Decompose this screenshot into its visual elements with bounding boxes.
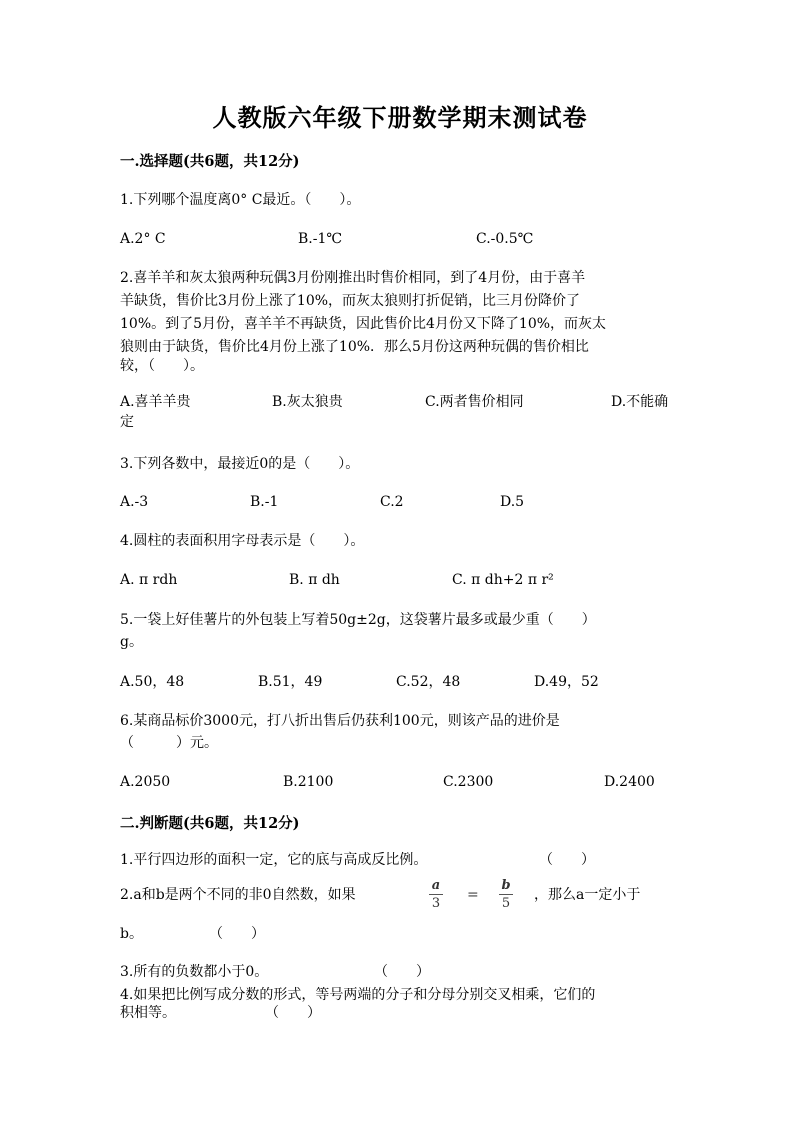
- question-3-option-a: A.-3: [120, 494, 149, 510]
- fraction-denominator: 5: [501, 896, 511, 911]
- question-5-option-b: B.51，49: [258, 674, 323, 690]
- judge-1-answer-paren: （ ）: [539, 852, 595, 868]
- question-5-line-2: g。: [120, 634, 143, 650]
- judge-2-text-before: 2.a和b是两个不同的非0自然数，如果: [120, 887, 356, 903]
- question-1-option-b: B.-1℃: [298, 231, 343, 247]
- equals-sign: =: [467, 887, 479, 903]
- question-6-line-1: 6.某商品标价3000元，打八折出售后仍获利100元，则该产品的进价是: [120, 713, 560, 729]
- fraction-denominator: 3: [431, 896, 441, 911]
- question-3-stem: 3.下列各数中，最接近0的是（ ）。: [120, 456, 360, 472]
- fraction-bar: [499, 894, 513, 895]
- question-1-option-c: C.-0.5℃: [476, 231, 534, 247]
- section-heading-true-false: 二.判断题(共6题，共12分): [120, 815, 300, 832]
- question-1-stem: 1.下列哪个温度离0° C最近。（ ）。: [120, 192, 361, 208]
- question-6-option-d: D.2400: [604, 774, 655, 790]
- fraction-a-over-3: [429, 878, 443, 911]
- fraction-numerator: a: [431, 878, 441, 893]
- fraction-bar: [429, 894, 443, 895]
- question-6-option-b: B.2100: [283, 774, 334, 790]
- judge-2-text-after: ，那么a一定小于: [534, 887, 641, 903]
- question-5-option-c: C.52，48: [396, 674, 461, 690]
- judge-4-answer-paren: （ ）: [265, 1005, 321, 1021]
- question-2-option-c: C.两者售价相同: [425, 394, 524, 410]
- question-3-option-d: D.5: [500, 494, 525, 510]
- question-5-option-a: A.50，48: [120, 674, 185, 690]
- question-5-option-d: D.49，52: [534, 674, 599, 690]
- judge-2-line-2: b。: [120, 926, 143, 942]
- question-2-option-d-wrap: 定: [120, 414, 134, 430]
- question-3-option-b: B.-1: [250, 494, 279, 510]
- question-2-option-b: B.灰太狼贵: [272, 394, 343, 410]
- section-heading-choice: 一.选择题(共6题，共12分): [120, 153, 300, 170]
- question-2-line-4: 狼则由于缺货，售价比4月份上涨了10%．那么5月份这两种玩偶的售价相比: [120, 339, 589, 355]
- question-2-line-1: 2.喜羊羊和灰太狼两种玩偶3月份刚推出时售价相同，到了4月份，由于喜羊: [120, 270, 586, 286]
- question-3-option-c: C.2: [380, 494, 404, 510]
- question-2-option-d: D.不能确: [611, 394, 669, 410]
- question-4-option-a: A. π rdh: [120, 572, 178, 588]
- question-4-option-b: B. π dh: [289, 572, 340, 588]
- page-title: 人教版六年级下册数学期末测试卷: [212, 103, 588, 132]
- question-2-line-5: 较，（ ）。: [120, 358, 204, 374]
- question-5-line-1: 5.一袋上好佳薯片的外包装上写着50g±2g，这袋薯片最多或最少重（ ）: [120, 612, 596, 628]
- question-2-option-a: A.喜羊羊贵: [120, 394, 191, 410]
- judge-2-answer-paren: （ ）: [209, 926, 265, 942]
- judge-3-text: 3.所有的负数都小于0。: [120, 964, 269, 980]
- judge-4-line-1: 4.如果把比例写成分数的形式，等号两端的分子和分母分别交叉相乘，它们的: [120, 987, 596, 1003]
- question-2-line-2: 羊缺货，售价比3月份上涨了10%，而灰太狼则打折促销，比三月份降价了: [120, 293, 581, 309]
- judge-4-line-2: 积相等。: [120, 1005, 176, 1021]
- judge-1-text: 1.平行四边形的面积一定，它的底与高成反比例。: [120, 852, 428, 868]
- question-4-option-c: C. π dh+2 π r²: [452, 572, 554, 588]
- question-1-option-a: A.2° C: [120, 231, 166, 247]
- question-6-option-a: A.2050: [120, 774, 171, 790]
- question-6-line-2: （ ）元。: [120, 735, 218, 751]
- judge-3-answer-paren: （ ）: [374, 964, 430, 980]
- question-2-line-3: 10%。到了5月份，喜羊羊不再缺货，因此售价比4月份又下降了10%，而灰太: [120, 316, 607, 332]
- question-6-option-c: C.2300: [443, 774, 494, 790]
- fraction-numerator: b: [501, 878, 511, 893]
- fraction-b-over-5: [499, 878, 513, 911]
- question-4-stem: 4.圆柱的表面积用字母表示是（ ）。: [120, 533, 365, 549]
